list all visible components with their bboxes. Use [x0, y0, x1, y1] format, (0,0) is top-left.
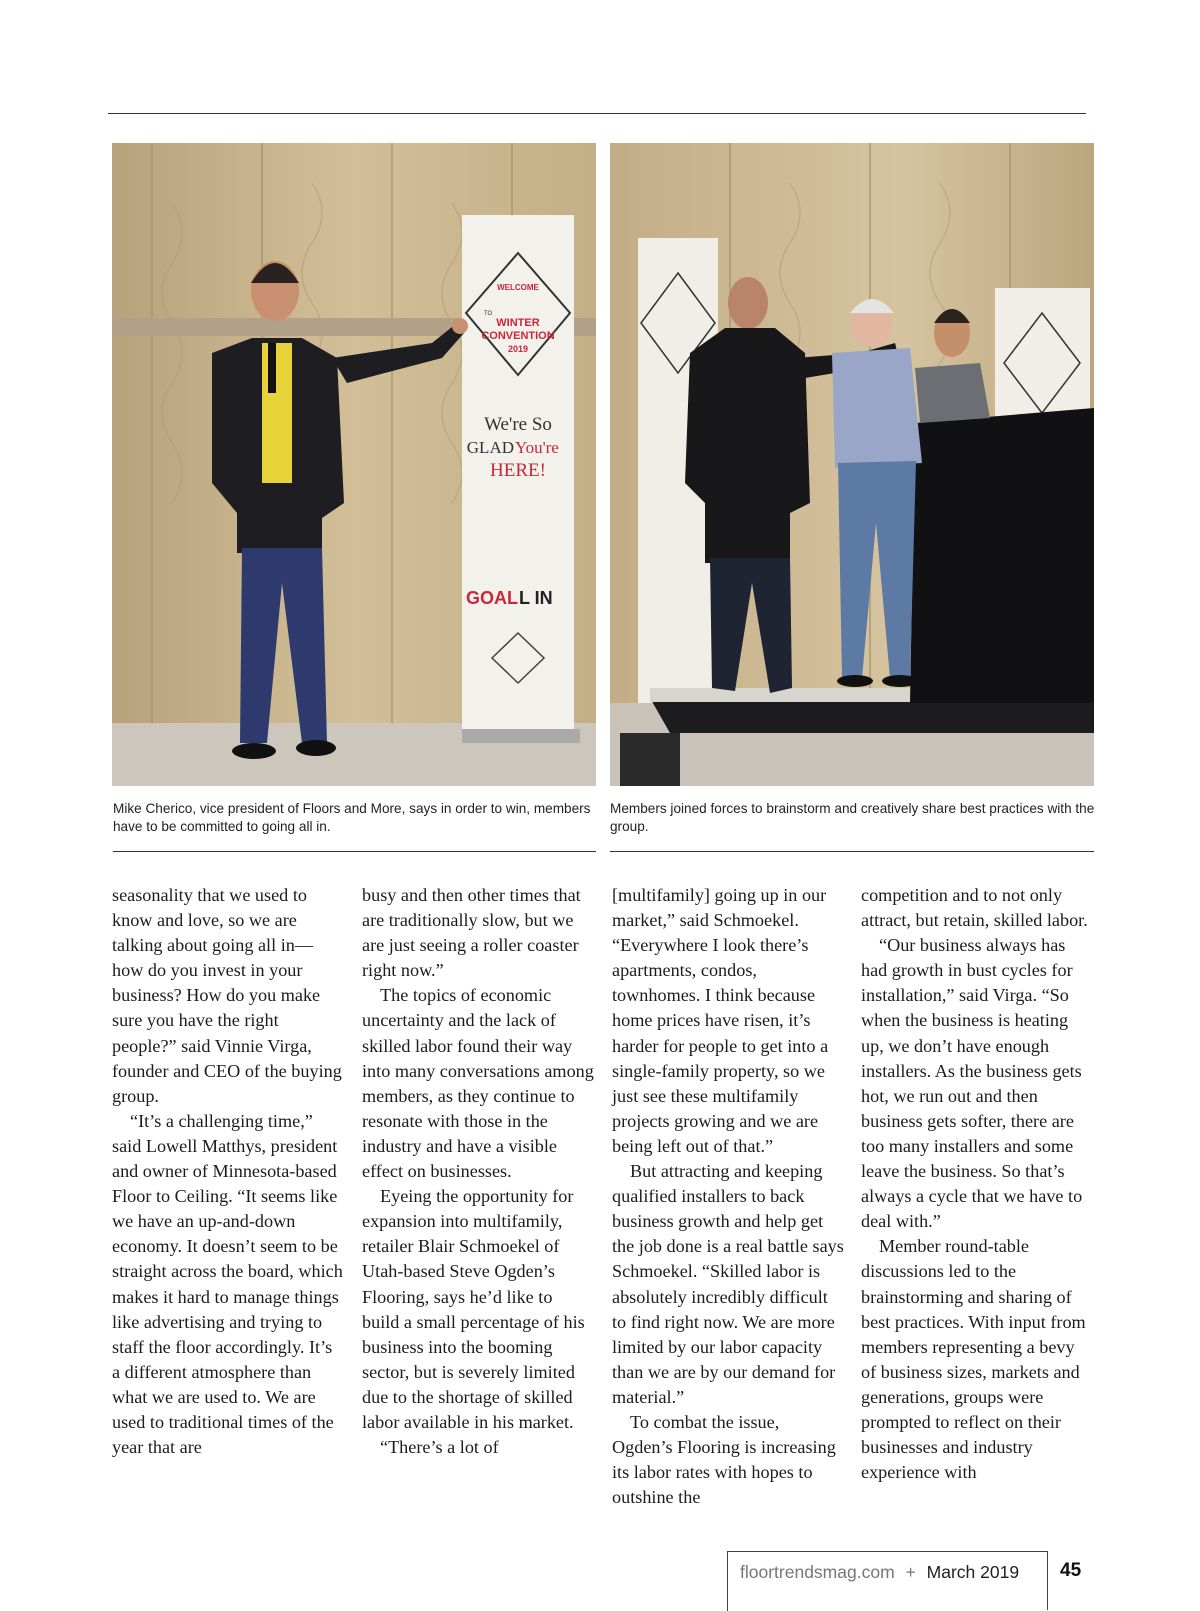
article-column-1 [112, 883, 344, 1460]
banner-welcome-text: WELCOME [497, 283, 539, 292]
col1-paragraph-1: seasonality that we used to know and love, so we are talking about going all in—how do you invest in your business? How do you make sure you have the right people?” said Vinnie Virga, founder and CEO of the buying group. [112, 885, 342, 1106]
article-column-4 [861, 883, 1093, 1485]
col2-paragraph-2: The topics of economic uncertainty and the lack of skilled labor found their way into many conversations among members, as they continue to resonate with those in the industry and have a visible effect on businesses. [362, 985, 594, 1182]
page-number: 45 [1060, 1560, 1082, 1581]
col2-paragraph-3: Eyeing the opportunity for expansion into multifamily, retailer Blair Schmoekel of Utah-based Steve Ogden’s Flooring, says he’d like to build a small percentage of his business into the booming sector, but is severely limited due to the shortage of skilled labor available in his market. [362, 1186, 585, 1432]
footer-site: floortrendsmag.com [740, 1562, 895, 1582]
banner-line-3: HERE! [490, 460, 546, 481]
footer-separator: + [905, 1562, 916, 1582]
photo-members-stage [610, 143, 1094, 786]
col3-paragraph-3: To combat the issue, Ogden’s Flooring is increasing its labor rates with hopes to outshine the [612, 1411, 836, 1508]
col4-paragraph-3: Member round-table discussions led to the brainstorming and sharing of best practices. With input from members representing a bevy of business sizes, markets and generations, groups were prompted to reflect on their businesses and industry experience with [861, 1236, 1086, 1483]
col3-paragraph-2: But attracting and keeping qualified installers to back business growth and help get the job done is a real battle says Schmoekel. “Skilled labor is absolutely incredibly difficult to find right now. We are more limited by our labor capacity than we are by our demand for material.” [612, 1161, 844, 1407]
banner-line-1: We're So [484, 414, 552, 435]
banner-line-2b: You're [515, 438, 559, 457]
col2-paragraph-1: busy and then other times that are traditionally slow, but we are just seeing a roller coaster right now.” [362, 885, 581, 981]
col4-paragraph-1: competition and to not only attract, but retain, skilled labor. [861, 885, 1088, 931]
col4-paragraph-2: “Our business always has had growth in bust cycles for installation,” said Virga. “So when the business is heating up, we don’t have enough installers. As the business gets hot, we run out and then business gets softer, there are too many installers and some leave the business. So that’s always a cycle that we have to deal with.” [861, 935, 1083, 1232]
banner-to-text: TO [484, 311, 493, 317]
banner-year: 2019 [507, 344, 529, 354]
article-column-2 [362, 883, 594, 1460]
article-column-3 [612, 883, 844, 1510]
col3-paragraph-1: [multifamily] going up in our market,” said Schmoekel. “Everywhere I look there’s apartments, condos, townhomes. I think because home prices have risen, it’s harder for people to get into a single-family property, so we just see these multifamily projects growing and we are being left out of that.” [612, 885, 829, 1156]
banner-goal-b: L IN [519, 588, 553, 608]
top-rule [108, 113, 1086, 114]
col1-paragraph-2: “It’s a challenging time,” said Lowell Matthys, president and owner of Minnesota-based Floor to Ceiling. “It seems like we have an up-and-down economy. It doesn’t seem to be straight across the board, which makes it hard to manage things like advertising and trying to staff the floor accordingly. It’s a different atmosphere than what we are used to. We are used to traditional times of the year that are [112, 1110, 343, 1458]
col2-paragraph-4: “There’s a lot of [380, 1437, 499, 1458]
banner-title-1: WINTER [496, 317, 540, 329]
footer-divider [1047, 1551, 1048, 1610]
footer-date: March 2019 [926, 1562, 1020, 1582]
caption-rule-left [113, 851, 596, 852]
banner-line-2a: GLAD [466, 438, 514, 457]
photo-members-illustration [610, 143, 1094, 786]
photo-speaker [112, 143, 596, 786]
caption-rule-right [610, 851, 1094, 852]
caption-left: Mike Cherico, vice president of Floors and More, says in order to win, members have to be committed to going all in. [113, 801, 591, 834]
photo-speaker-illustration [112, 143, 596, 786]
banner-goal-a: GOAL [466, 588, 518, 608]
banner-title-2: CONVENTION [481, 330, 555, 342]
footer-folio [740, 1562, 1019, 1583]
caption-right: Members joined forces to brainstorm and creatively share best practices with the group. [610, 801, 1095, 834]
